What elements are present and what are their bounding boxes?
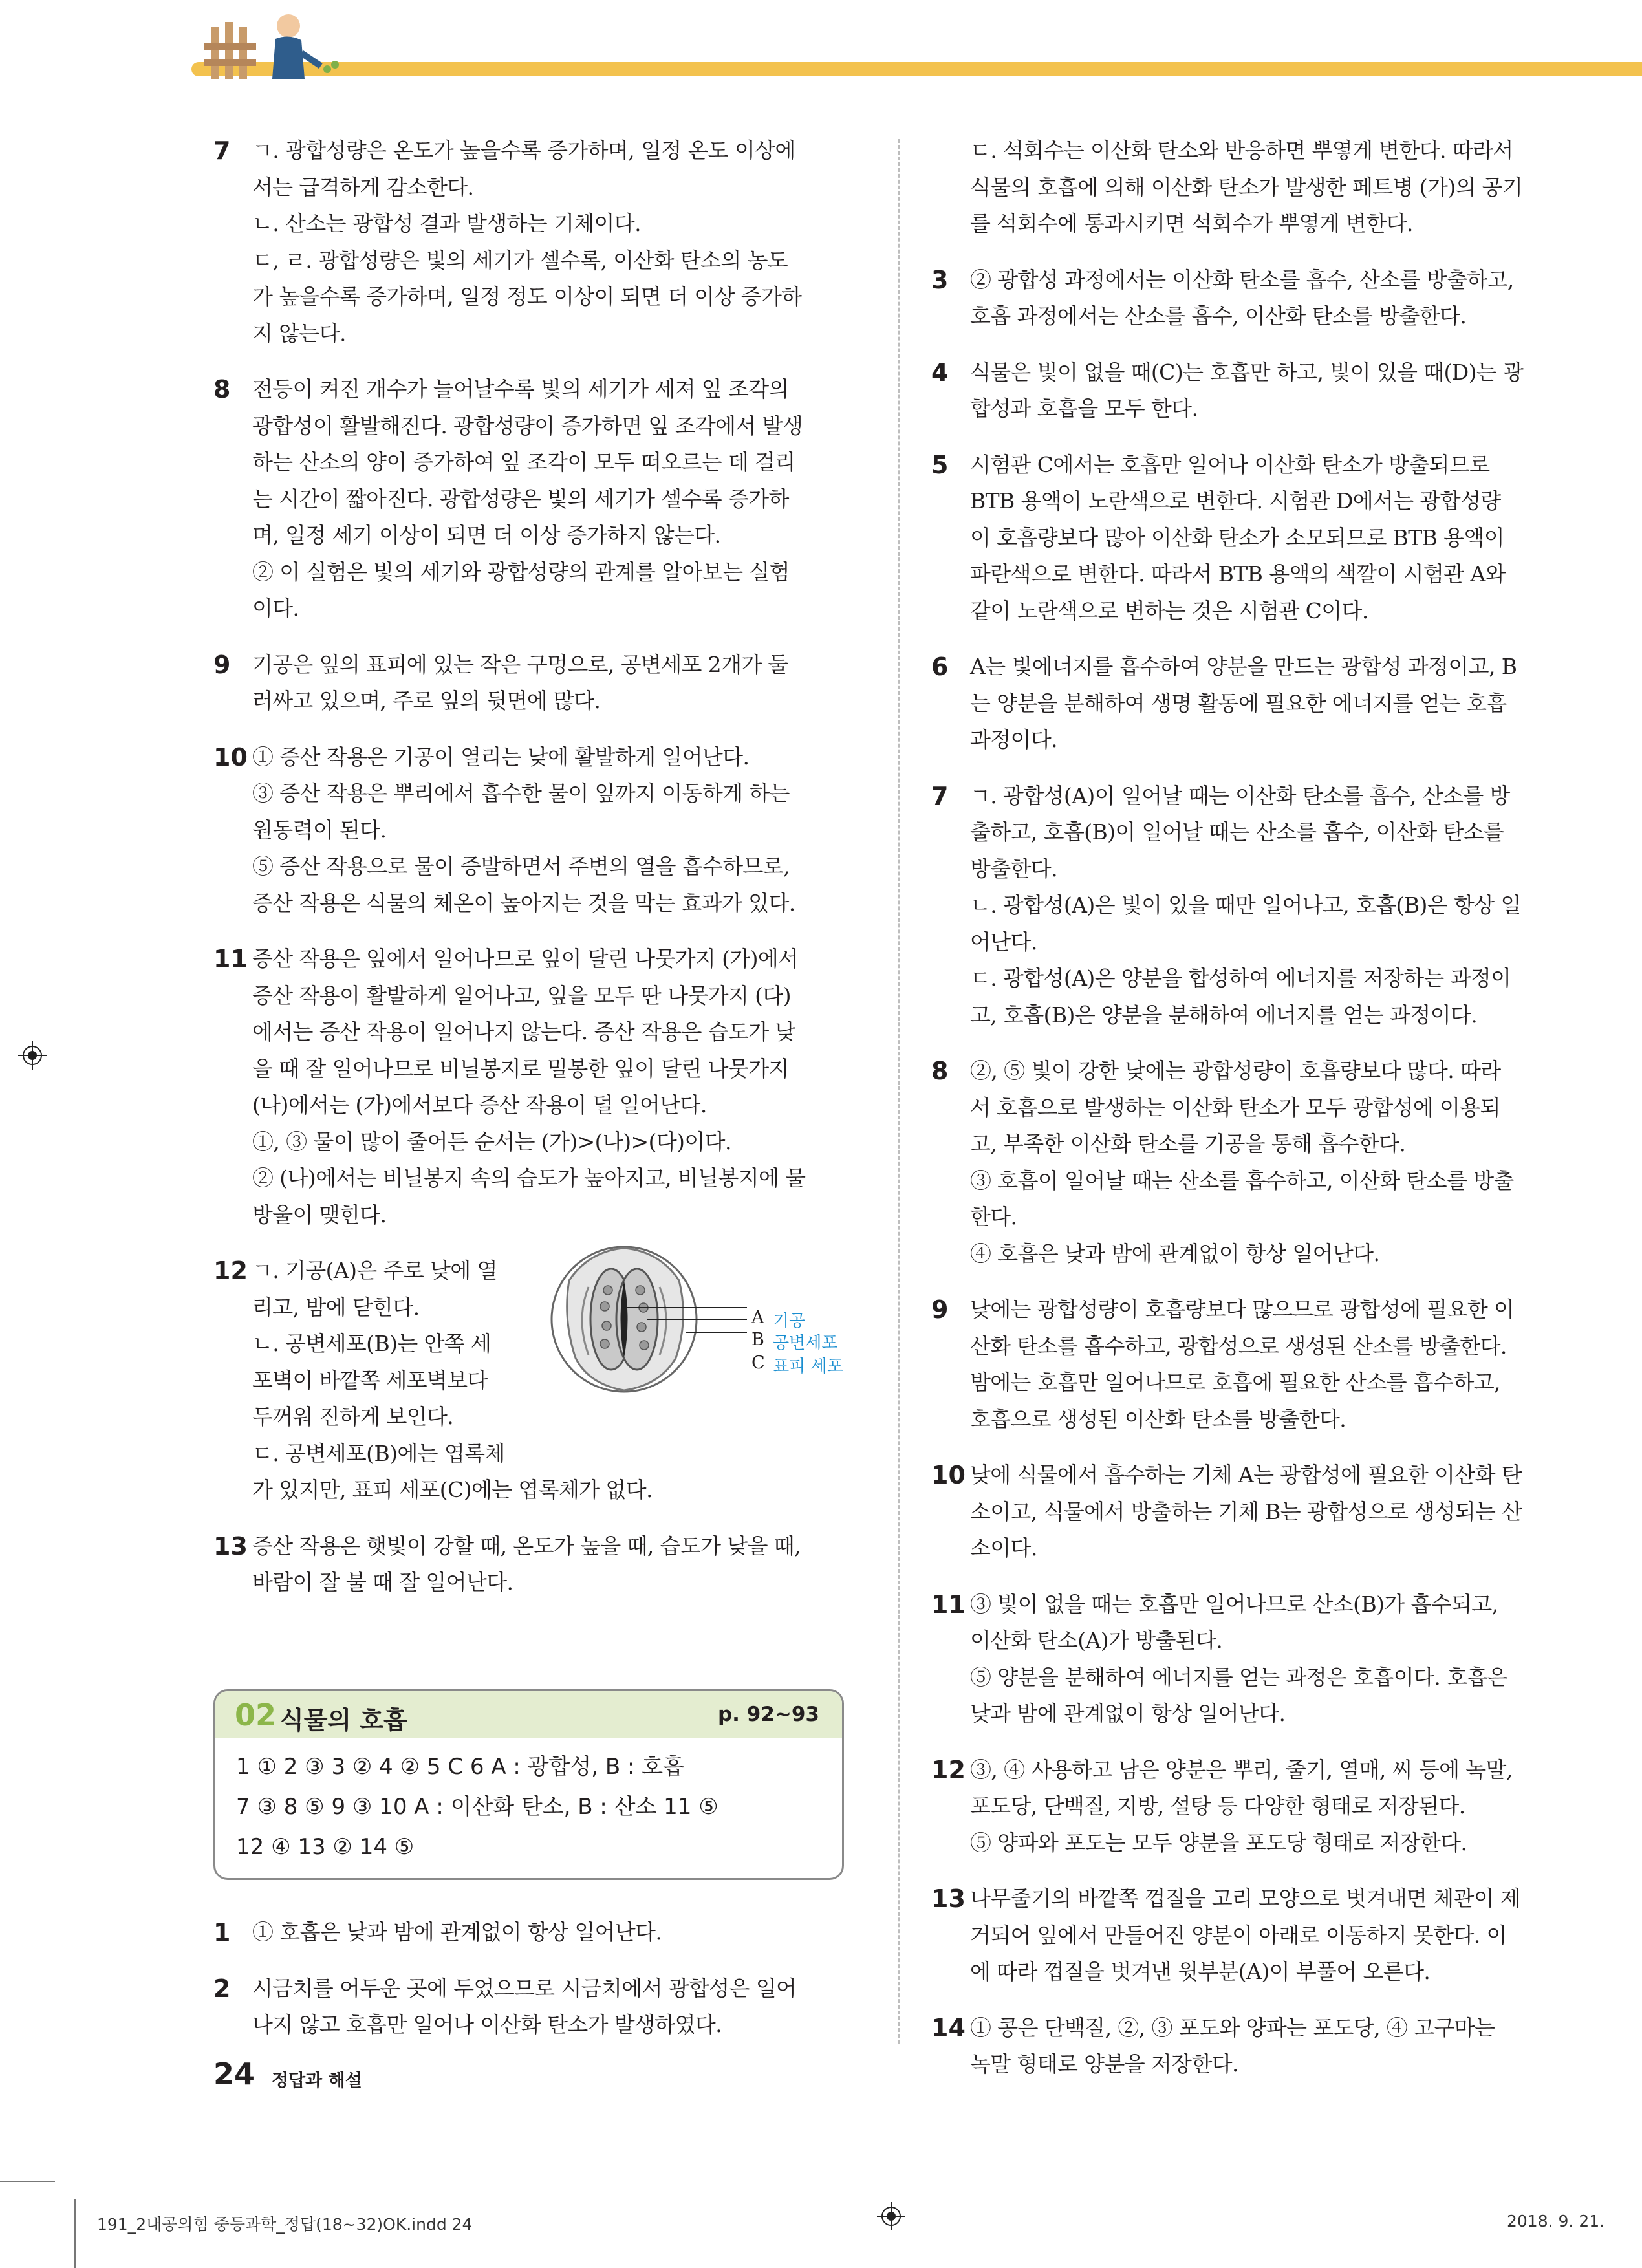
explanation-line: 증산 작용은 식물의 체온이 높아지는 것을 막는 효과가 있다. — [252, 890, 795, 916]
answer-item — [931, 1053, 1584, 1272]
section-pages: p. 92~93 — [717, 1703, 819, 1726]
explanation-line: 한다. — [970, 1204, 1017, 1229]
explanation-line: ① 증산 작용은 기공이 열리는 낮에 활발하게 일어난다. — [252, 744, 750, 770]
figure-caption-c: 표피 세포 — [773, 1357, 843, 1376]
explanation-line: ㄷ. 광합성(A)은 양분을 합성하여 에너지를 저장하는 과정이 — [970, 966, 1511, 991]
explanation-line: BTB 용액이 노란색으로 변한다. 시험관 D에서는 광합성량 — [970, 488, 1501, 513]
explanation-line: 러싸고 있으며, 주로 잎의 뒷면에 많다. — [252, 688, 601, 713]
answer-item — [931, 1586, 1584, 1733]
explanation-line: 녹말 형태로 양분을 저장한다. — [970, 2051, 1238, 2077]
explanation-line: 거되어 잎에서 만들어진 양분이 아래로 이동하지 못한다. 이 — [970, 1922, 1507, 1948]
answer-item — [931, 354, 1584, 427]
answer-row: 7 ③ 8 ⑤ 9 ③ 10 A : 이산화 탄소, B : 산소 11 ⑤ — [236, 1794, 718, 1820]
explanation-line: 나무줄기의 바깥쪽 껍질을 고리 모양으로 벗겨내면 체관이 제 — [970, 1886, 1521, 1911]
explanation-line: 낮에 식물에서 흡수하는 기체 A는 광합성에 필요한 이산화 탄 — [970, 1462, 1522, 1487]
explanation-line: 출하고, 호흡(B)이 일어날 때는 산소를 흡수, 이산화 탄소를 — [970, 819, 1504, 845]
explanation-line: 낮에는 광합성량이 호흡량보다 많으므로 광합성에 필요한 이 — [970, 1297, 1515, 1322]
answer-item — [931, 133, 1584, 243]
explanation-line: 이 호흡량보다 많아 이산화 탄소가 소모되므로 BTB 용액이 — [970, 524, 1505, 550]
crop-mark — [74, 2199, 76, 2268]
explanation-line: 밤에는 호흡만 일어나므로 호흡에 필요한 산소를 흡수하고, — [970, 1370, 1500, 1395]
item-number: 2 — [213, 1974, 231, 2003]
answer-item — [213, 1914, 867, 1951]
explanation-line: 어난다. — [970, 929, 1037, 955]
explanation-line: 같이 노란색으로 변하는 것은 시험관 C이다. — [970, 598, 1368, 623]
answer-item — [213, 647, 867, 720]
explanation-line: 소이다. — [970, 1535, 1037, 1561]
explanation-line: 는 양분을 분해하여 생명 활동에 필요한 에너지를 얻는 호흡 — [970, 690, 1507, 716]
item-number: 7 — [213, 136, 231, 165]
left-bottom-column — [213, 1914, 867, 2063]
explanation-line: ㄷ. 공변세포(B)에는 엽록체 — [252, 1440, 505, 1466]
header-bar — [191, 62, 1642, 76]
explanation-line: ㄴ. 광합성(A)은 빛이 있을 때만 일어나고, 호흡(B)은 항상 일 — [970, 892, 1521, 918]
explanation-line: 방울이 맺힌다. — [252, 1202, 387, 1227]
explanation-line: 바람이 잘 불 때 잘 일어난다. — [252, 1570, 513, 1595]
answer-item — [931, 649, 1584, 759]
explanation-line: ①, ③ 물이 많이 줄어든 순서는 (가)>(나)>(다)이다. — [252, 1129, 731, 1154]
explanation-line: 증산 작용은 햇빛이 강할 때, 온도가 높을 때, 습도가 낮을 때, — [252, 1533, 801, 1559]
answer-item — [931, 2010, 1584, 2083]
explanation-line: 산화 탄소를 흡수하고, 광합성으로 생성된 산소를 방출한다. — [970, 1333, 1507, 1359]
explanation-line: 증산 작용이 활발하게 일어나고, 잎을 모두 딴 나뭇가지 (다) — [252, 982, 791, 1008]
registration-mark-icon — [877, 2202, 905, 2230]
explanation-line: 고, 호흡(B)은 양분을 분해하여 에너지를 얻는 과정이다. — [970, 1002, 1478, 1028]
explanation-line: ① 호흡은 낮과 밤에 관계없이 항상 일어난다. — [252, 1919, 662, 1945]
explanation-line: ② (나)에서는 비닐봉지 속의 습도가 높아지고, 비닐봉지에 물 — [252, 1165, 806, 1191]
item-number: 1 — [213, 1918, 231, 1947]
print-date: 2018. 9. 21. — [1507, 2212, 1605, 2230]
explanation-line: 서 호흡으로 발생하는 이산화 탄소가 모두 광합성에 이용되 — [970, 1094, 1500, 1120]
item-number: 12 — [931, 1755, 966, 1784]
explanation-line: 시금치를 어두운 곳에 두었으므로 시금치에서 광합성은 일어 — [252, 1975, 797, 2001]
item-number: 7 — [931, 781, 949, 810]
explanation-line: 전등이 켜진 개수가 늘어날수록 빛의 세기가 세져 잎 조각의 — [252, 376, 789, 402]
explanation-line: 과정이다. — [970, 727, 1058, 752]
item-number: 12 — [213, 1257, 248, 1285]
column-divider — [898, 139, 900, 2044]
explanation-line: 지 않는다. — [252, 320, 346, 346]
explanation-line: ㄷ. 석회수는 이산화 탄소와 반응하면 뿌옇게 변한다. 따라서 — [970, 138, 1513, 163]
explanation-line: ㄱ. 기공(A)은 주로 낮에 열 — [252, 1258, 497, 1283]
explanation-line: 호흡 과정에서는 산소를 흡수, 이산화 탄소를 방출한다. — [970, 303, 1467, 329]
explanation-line: 서는 급격하게 감소한다. — [252, 174, 474, 200]
explanation-line: 하는 산소의 양이 증가하여 잎 조각이 모두 떠오르는 데 걸리 — [252, 449, 795, 475]
explanation-line: 기공은 잎의 표피에 있는 작은 구멍으로, 공변세포 2개가 둘 — [252, 651, 788, 677]
explanation-line: 포도당, 단백질, 지방, 설탕 등 다양한 형태로 저장된다. — [970, 1793, 1465, 1819]
explanation-line: ㄱ. 광합성량은 온도가 높을수록 증가하며, 일정 온도 이상에 — [252, 138, 795, 163]
explanation-line: 을 때 잘 일어나므로 비닐봉지로 밀봉한 잎이 달린 나뭇가지 — [252, 1055, 789, 1081]
explanation-line: 에 따라 껍질을 벗겨낸 윗부분(A)이 부풀어 오른다. — [970, 1959, 1431, 1984]
explanation-line: 리고, 밤에 닫힌다. — [252, 1294, 420, 1320]
page-number: 24 — [213, 2057, 255, 2091]
item-number: 8 — [213, 375, 231, 404]
item-number: 6 — [931, 653, 949, 681]
answer-item — [931, 1752, 1584, 1862]
answer-item — [931, 1881, 1584, 1991]
explanation-line: 에서는 증산 작용이 일어나지 않는다. 증산 작용은 습도가 낮 — [252, 1019, 795, 1044]
explanation-line: 이산화 탄소(A)가 방출된다. — [970, 1628, 1223, 1653]
explanation-line: 식물은 빛이 없을 때(C)는 호흡만 하고, 빛이 있을 때(D)는 광 — [970, 359, 1524, 385]
explanation-line: 고, 부족한 이산화 탄소를 기공을 통해 흡수한다. — [970, 1131, 1406, 1156]
explanation-line: ㄴ. 공변세포(B)는 안쪽 세 — [252, 1331, 492, 1356]
explanation-line: ㄱ. 광합성(A)이 일어날 때는 이산화 탄소를 흡수, 산소를 방 — [970, 783, 1510, 808]
explanation-line: 며, 일정 세기 이상이 되면 더 이상 증가하지 않는다. — [252, 523, 721, 548]
answer-item — [213, 1528, 867, 1601]
answer-item — [213, 941, 867, 1233]
explanation-line: 는 시간이 짧아진다. 광합성량은 빛의 세기가 셀수록 증가하 — [252, 486, 789, 512]
figure-caption-a: 기공 — [773, 1312, 806, 1331]
explanation-line: 가 있지만, 표피 세포(C)에는 엽록체가 없다. — [252, 1477, 653, 1502]
answer-item — [931, 1291, 1584, 1438]
item-number: 4 — [931, 358, 949, 387]
answer-item — [931, 447, 1584, 630]
section-title: 식물의 호흡 — [280, 1706, 407, 1734]
item-number: 9 — [213, 650, 231, 679]
answer-item — [931, 778, 1584, 1034]
explanation-line: ⑤ 증산 작용으로 물이 증발하면서 주변의 열을 흡수하므로, — [252, 854, 790, 879]
answer-row: 12 ④ 13 ② 14 ⑤ — [236, 1834, 415, 1860]
explanation-line: 원동력이 된다. — [252, 817, 387, 843]
page-footer-label: 정답과 해설 — [272, 2071, 362, 2091]
right-column — [931, 133, 1584, 2102]
explanation-line: 두꺼워 진하게 보인다. — [252, 1404, 454, 1429]
explanation-line: 광합성이 활발해진다. 광합성량이 증가하면 잎 조각에서 발생 — [252, 413, 803, 438]
item-number: 5 — [931, 450, 949, 479]
explanation-line: ③ 빛이 없을 때는 호흡만 일어나므로 산소(B)가 흡수되고, — [970, 1591, 1498, 1617]
explanation-line: ②, ⑤ 빛이 강한 낮에는 광합성량이 호흡량보다 많다. 따라 — [970, 1058, 1501, 1083]
section-header — [215, 1691, 842, 1738]
figure-label-c: C — [751, 1353, 765, 1373]
item-number: 10 — [931, 1461, 966, 1489]
explanation-line: 낮과 밤에 관계없이 항상 일어난다. — [970, 1701, 1286, 1726]
explanation-line: 이다. — [252, 596, 299, 621]
explanation-line: 포벽이 바깥쪽 세포벽보다 — [252, 1367, 488, 1393]
explanation-line: ⑤ 양파와 포도는 모두 양분을 포도당 형태로 저장한다. — [970, 1830, 1467, 1855]
explanation-line: ① 콩은 단백질, ②, ③ 포도와 양파는 포도당, ④ 고구마는 — [970, 2014, 1495, 2040]
registration-mark-icon — [18, 1041, 47, 1070]
item-number: 11 — [213, 945, 248, 973]
item-number: 3 — [931, 265, 949, 294]
answer-row: 1 ① 2 ③ 3 ② 4 ② 5 C 6 A : 광합성, B : 호흡 — [236, 1754, 684, 1780]
explanation-line: 증산 작용은 잎에서 일어나므로 잎이 달린 나뭇가지 (가)에서 — [252, 946, 799, 971]
figure-label-b: B — [751, 1330, 764, 1350]
explanation-line: 가 높을수록 증가하며, 일정 정도 이상이 되면 더 이상 증가하 — [252, 284, 802, 309]
explanation-line: 파란색으로 변한다. 따라서 BTB 용액의 색깔이 시험관 A와 — [970, 561, 1506, 587]
explanation-line: ④ 호흡은 낮과 밤에 관계없이 항상 일어난다. — [970, 1240, 1380, 1266]
explanation-line: A는 빛에너지를 흡수하여 양분을 만드는 광합성 과정이고, B — [970, 654, 1517, 679]
answer-item — [213, 739, 867, 922]
item-number: 13 — [213, 1531, 248, 1561]
item-number: 9 — [931, 1295, 949, 1324]
explanation-line: ③ 증산 작용은 뿌리에서 흡수한 물이 잎까지 이동하게 하는 — [252, 781, 790, 806]
explanation-line: 합성과 호흡을 모두 한다. — [970, 396, 1198, 421]
explanation-line: 방출한다. — [970, 856, 1058, 881]
explanation-line: ② 광합성 과정에서는 이산화 탄소를 흡수, 산소를 방출하고, — [970, 266, 1514, 292]
item-number: 8 — [931, 1057, 949, 1085]
figure-label-a: A — [751, 1308, 764, 1328]
item-number: 14 — [931, 2013, 966, 2042]
answer-item — [213, 371, 867, 627]
explanation-line: 를 석회수에 통과시키면 석회수가 뿌옇게 변한다. — [970, 211, 1413, 236]
answer-summary-box — [213, 1689, 844, 1880]
crop-mark — [0, 2181, 55, 2182]
answer-item — [931, 1457, 1584, 1567]
explanation-line: ㄴ. 산소는 광합성 결과 발생하는 기체이다. — [252, 211, 641, 236]
explanation-line: 호흡으로 생성된 이산화 탄소를 방출한다. — [970, 1406, 1346, 1432]
answer-item — [931, 262, 1584, 335]
explanation-line: (나)에서는 (가)에서보다 증산 작용이 덜 일어난다. — [252, 1092, 707, 1118]
explanation-line: ② 이 실험은 빛의 세기와 광합성량의 관계를 알아보는 실험 — [252, 559, 790, 585]
print-file-info: 191_2내공의힘 중등과학_정답(18~32)OK.indd 24 — [97, 2215, 473, 2234]
explanation-line: ③ 호흡이 일어날 때는 산소를 흡수하고, 이산화 탄소를 방출 — [970, 1167, 1514, 1193]
gardener-illustration — [191, 8, 360, 85]
explanation-line: 소이고, 식물에서 방출하는 기체 B는 광합성으로 생성되는 산 — [970, 1498, 1522, 1524]
explanation-line: 식물의 호흡에 의해 이산화 탄소가 발생한 페트병 (가)의 공기 — [970, 174, 1523, 200]
explanation-line: ③, ④ 사용하고 남은 양분은 뿌리, 줄기, 열매, 씨 등에 녹말, — [970, 1756, 1513, 1782]
item-number: 11 — [931, 1590, 966, 1619]
answer-item — [213, 133, 867, 352]
explanation-line: 나지 않고 호흡만 일어나 이산화 탄소가 발생하였다. — [252, 2012, 722, 2037]
answer-item — [213, 1971, 867, 2044]
explanation-line: ⑤ 양분을 분해하여 에너지를 얻는 과정은 호흡이다. 호흡은 — [970, 1664, 1507, 1690]
section-number: 02 — [235, 1698, 277, 1733]
item-number: 10 — [213, 742, 248, 772]
explanation-line: 시험관 C에서는 호흡만 일어나 이산화 탄소가 방출되므로 — [970, 451, 1490, 477]
figure-caption-b: 공변세포 — [773, 1334, 838, 1353]
explanation-line: ㄷ, ㄹ. 광합성량은 빛의 세기가 셀수록, 이산화 탄소의 농도 — [252, 247, 788, 273]
item-number: 13 — [931, 1885, 966, 1913]
